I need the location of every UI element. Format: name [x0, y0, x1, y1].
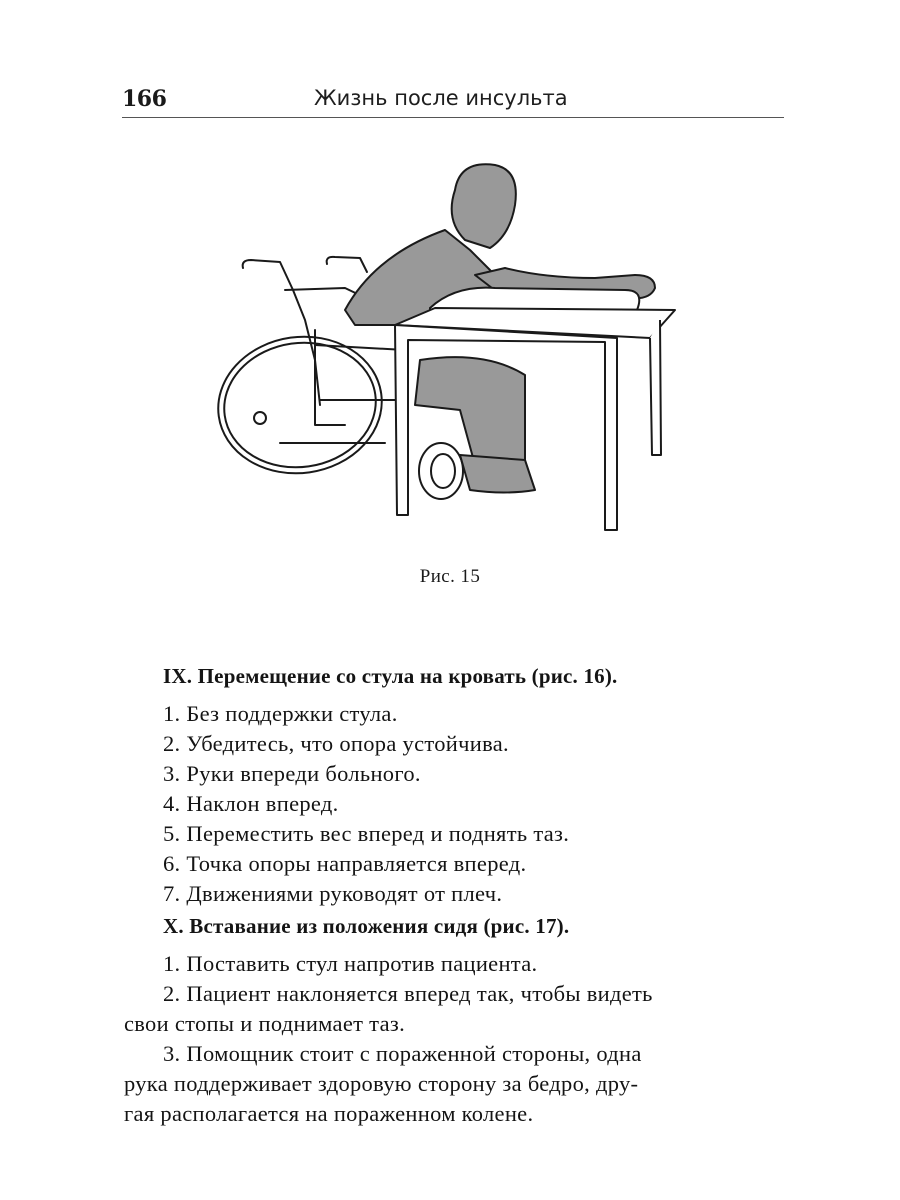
section-ix-heading: IX. Перемещение со стула на кровать (рис. 16).	[163, 664, 618, 688]
figure-illustration	[205, 160, 695, 535]
paragraph-line: 2. Пациент наклоняется вперед так, чтобы видеть	[163, 981, 653, 1006]
person-legs	[415, 357, 525, 465]
wheelchair-wheel	[209, 326, 390, 484]
list-item: 6. Точка опоры направляется вперед.	[163, 851, 527, 876]
caster-wheel	[419, 443, 463, 499]
page-number: 166	[122, 86, 167, 112]
section-x-heading: X. Вставание из положения сидя (рис. 17).	[163, 914, 570, 938]
paragraph-line: 3. Помощник стоит с пораженной стороны, одна	[163, 1041, 642, 1066]
list-item: 5. Переместить вес вперед и поднять таз.	[163, 821, 570, 846]
list-item: 2. Убедитесь, что опора устойчива.	[163, 731, 509, 756]
list-item: 1. Без поддержки стула.	[163, 701, 398, 726]
paragraph-line: 1. Поставить стул напротив пациента.	[163, 951, 538, 976]
figure-caption: Рис. 15	[419, 566, 481, 587]
person-head	[452, 164, 516, 248]
person-feet	[460, 455, 535, 493]
list-item: 4. Наклон вперед.	[163, 791, 339, 816]
wheelchair-handle	[243, 260, 320, 405]
table-leg-back	[650, 320, 661, 455]
paragraph-line: гая располагается на пораженном колене.	[124, 1101, 534, 1126]
header-rule	[122, 117, 784, 118]
paragraph-line: рука поддерживает здоровую сторону за бедро, дру-	[124, 1071, 639, 1096]
page-header	[122, 82, 784, 118]
wheelchair-illustration	[205, 160, 695, 535]
running-title: Жизнь после инсульта	[314, 86, 568, 110]
list-item: 7. Движениями руководят от плеч.	[163, 881, 503, 906]
list-item: 3. Руки впереди больного.	[163, 761, 421, 786]
paragraph-line: свои стопы и поднимает таз.	[124, 1011, 405, 1036]
